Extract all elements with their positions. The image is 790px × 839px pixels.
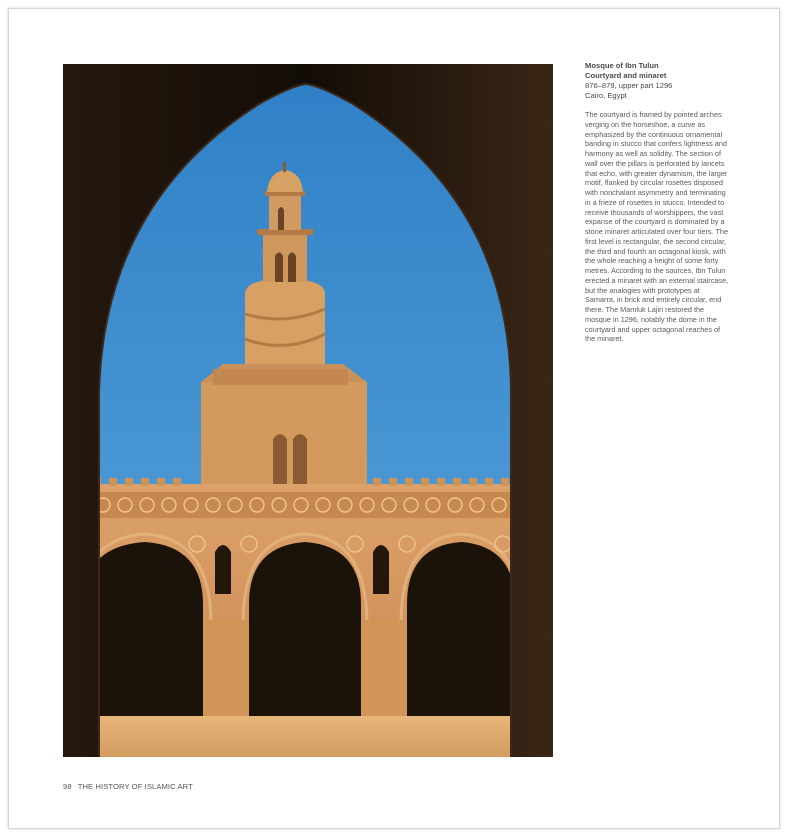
caption-location: Cairo, Egypt — [585, 91, 627, 100]
mosque-photograph — [63, 64, 553, 757]
running-title: THE HISTORY OF ISLAMIC ART — [77, 782, 193, 791]
caption-subtitle: Courtyard and minaret — [585, 71, 667, 80]
arcade — [63, 478, 533, 744]
caption-date: 876–879, upper part 1296 — [585, 81, 673, 90]
page-footer — [63, 782, 193, 791]
caption-body: The courtyard is framed by pointed arches verging on the horseshoe, a curve as emphasized by the continuous ornamental banding in stucco that confers lightness and harmony as well as solidity. The section of wall over the pillars is perforated by lancets that echo, with greater dynamism, the larger motif, flanked by circular rosettes disposed with nonchalant asymmetry and terminating in a frieze of rosettes in stucco. Intended to receive thousands of worshippers, the vast expanse of the courtyard is dominated by a stone minaret articulated over four tiers. The first level is rectangular, the second circular, the third and fourth an octagonal kiosk, with the whole reaching a height of some forty metres. According to the sources, Ibn Tulun erected a minaret with an external staircase, but the analogies with prototypes at Samarra, in brick and entirely circular, end there. The Mamluk Lajin restored the mosque in 1296, notably the dome in the courtyard and upper octagonal reaches of the minaret. — [585, 110, 729, 344]
page-number: 98 — [63, 782, 72, 791]
photo-caption — [585, 61, 731, 344]
caption-title: Mosque of Ibn Tulun — [585, 61, 659, 70]
